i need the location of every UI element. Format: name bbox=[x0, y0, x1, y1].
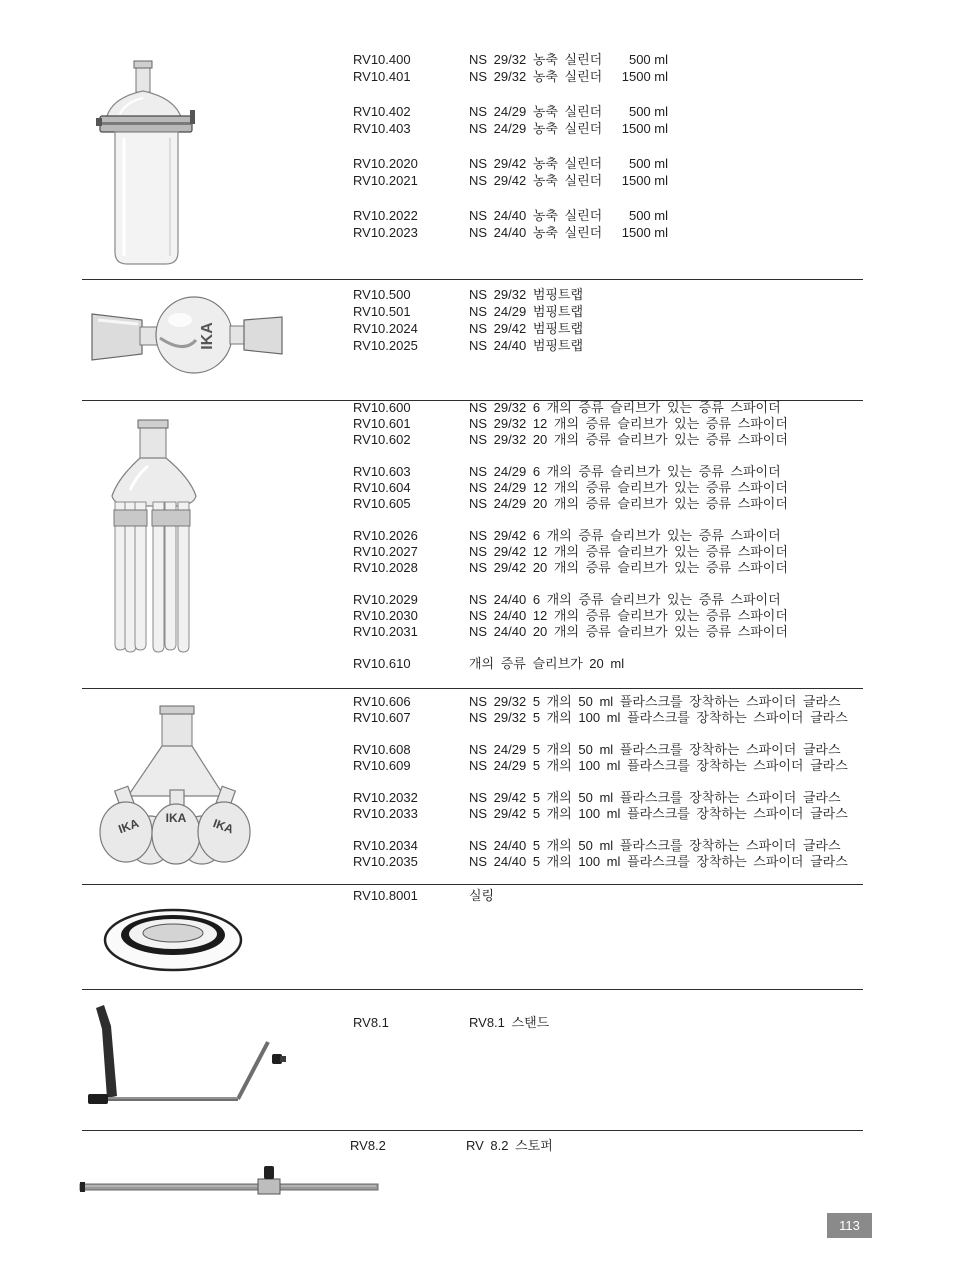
catalog-number: RV10.600 bbox=[353, 400, 411, 415]
product-description: NS 24/40 농축 실린더 bbox=[469, 208, 603, 223]
product-description: NS 24/40 20 개의 증류 슬리브가 있는 증류 스파이더 bbox=[469, 624, 788, 639]
product-volume: 500 ml bbox=[628, 104, 668, 119]
bumping-trap-image bbox=[84, 290, 288, 390]
product-description: NS 24/29 농축 실린더 bbox=[469, 104, 603, 119]
product-description: NS 29/42 6 개의 증류 슬리브가 있는 증류 스파이더 bbox=[469, 528, 781, 543]
catalog-number: RV10.2030 bbox=[353, 608, 418, 623]
catalog-number: RV10.2034 bbox=[353, 838, 418, 853]
product-description: NS 29/42 12 개의 증류 슬리브가 있는 증류 스파이더 bbox=[469, 544, 788, 559]
section-divider bbox=[82, 279, 863, 280]
product-description: NS 29/32 20 개의 증류 슬리브가 있는 증류 스파이더 bbox=[469, 432, 788, 447]
product-description: NS 29/32 5 개의 50 ml 플라스크를 장착하는 스파이더 글라스 bbox=[469, 694, 841, 709]
product-description: 개의 증류 슬리브가 20 ml bbox=[469, 656, 625, 671]
product-description: NS 24/40 6 개의 증류 슬리브가 있는 증류 스파이더 bbox=[469, 592, 781, 607]
catalog-number: RV10.2026 bbox=[353, 528, 418, 543]
stopper-list bbox=[0, 1137, 954, 1154]
product-description: NS 24/40 5 개의 50 ml 플라스크를 장착하는 스파이더 글라스 bbox=[469, 838, 841, 853]
product-description: 실링 bbox=[469, 888, 495, 903]
catalog-number: RV10.606 bbox=[353, 694, 411, 709]
catalog-number: RV10.2033 bbox=[353, 806, 418, 821]
catalog-number: RV10.2024 bbox=[353, 321, 418, 336]
product-group bbox=[0, 887, 954, 904]
catalog-number: RV10.2021 bbox=[353, 173, 418, 188]
ika-logo-text: IKA bbox=[211, 816, 236, 837]
catalog-number: RV10.604 bbox=[353, 480, 411, 495]
section-divider bbox=[82, 884, 863, 885]
product-description: NS 29/42 5 개의 100 ml 플라스크를 장착하는 스파이더 글라스 bbox=[469, 806, 848, 821]
ika-logo-text: IKA bbox=[199, 322, 217, 350]
product-description: NS 29/42 농축 실린더 bbox=[469, 156, 603, 171]
sealing-ring-image bbox=[102, 904, 244, 974]
product-volume: 500 ml bbox=[628, 208, 668, 223]
catalog-number: RV10.610 bbox=[353, 656, 411, 671]
ika-logo-text: IKA bbox=[165, 811, 187, 825]
section-divider bbox=[82, 1130, 863, 1131]
catalog-number: RV10.605 bbox=[353, 496, 411, 511]
product-description: NS 24/29 6 개의 증류 슬리브가 있는 증류 스파이더 bbox=[469, 464, 781, 479]
product-description: NS 29/32 6 개의 증류 슬리브가 있는 증류 스파이더 bbox=[469, 400, 781, 415]
product-row bbox=[0, 887, 954, 904]
product-description: RV 8.2 스토퍼 bbox=[466, 1138, 553, 1153]
product-description: NS 24/40 12 개의 증류 슬리브가 있는 증류 스파이더 bbox=[469, 608, 788, 623]
page-number: 113 bbox=[827, 1213, 872, 1238]
product-volume: 500 ml bbox=[628, 156, 668, 171]
catalog-number: RV10.400 bbox=[353, 52, 411, 67]
catalog-number: RV10.2029 bbox=[353, 592, 418, 607]
product-description: NS 24/40 농축 실린더 bbox=[469, 225, 603, 240]
product-description: NS 29/32 12 개의 증류 슬리브가 있는 증류 스파이더 bbox=[469, 416, 788, 431]
product-description: NS 29/42 20 개의 증류 슬리브가 있는 증류 스파이더 bbox=[469, 560, 788, 575]
product-volume: 500 ml bbox=[628, 52, 668, 67]
catalog-number: RV10.603 bbox=[353, 464, 411, 479]
catalog-number: RV10.2031 bbox=[353, 624, 418, 639]
catalog-number: RV10.601 bbox=[353, 416, 411, 431]
product-row bbox=[0, 1137, 954, 1154]
product-description: RV8.1 스탠드 bbox=[469, 1015, 550, 1030]
product-description: NS 24/29 20 개의 증류 슬리브가 있는 증류 스파이더 bbox=[469, 496, 788, 511]
catalog-number: RV10.2025 bbox=[353, 338, 418, 353]
ika-logo-text: IKA bbox=[116, 816, 141, 837]
spider-glass-flask-image bbox=[98, 704, 254, 868]
product-description: NS 24/29 농축 실린더 bbox=[469, 121, 603, 136]
product-description: NS 24/29 5 개의 100 ml 플라스크를 장착하는 스파이더 글라스 bbox=[469, 758, 848, 773]
catalog-number: RV10.2035 bbox=[353, 854, 418, 869]
catalog-number: RV10.501 bbox=[353, 304, 411, 319]
condenser-cylinder-image bbox=[96, 58, 196, 268]
product-description: NS 29/32 5 개의 100 ml 플라스크를 장착하는 스파이더 글라스 bbox=[469, 710, 848, 725]
product-description: NS 29/42 5 개의 50 ml 플라스크를 장착하는 스파이더 글라스 bbox=[469, 790, 841, 805]
stopper-image bbox=[78, 1162, 382, 1198]
stand-image bbox=[84, 1002, 294, 1112]
product-description: NS 29/32 범핑트랩 bbox=[469, 287, 584, 302]
product-description: NS 24/40 범핑트랩 bbox=[469, 338, 584, 353]
catalog-number: RV10.609 bbox=[353, 758, 411, 773]
product-volume: 1500 ml bbox=[621, 173, 668, 188]
product-row bbox=[0, 400, 954, 416]
product-description: NS 24/29 5 개의 50 ml 플라스크를 장착하는 스파이더 글라스 bbox=[469, 742, 841, 757]
catalog-number: RV10.602 bbox=[353, 432, 411, 447]
sealing-ring-list bbox=[0, 887, 954, 904]
catalog-number: RV10.2022 bbox=[353, 208, 418, 223]
product-group bbox=[0, 1137, 954, 1154]
catalog-number: RV10.8001 bbox=[353, 888, 418, 903]
catalog-number: RV10.2028 bbox=[353, 560, 418, 575]
product-description: NS 24/40 5 개의 100 ml 플라스크를 장착하는 스파이더 글라스 bbox=[469, 854, 848, 869]
catalog-number: RV10.402 bbox=[353, 104, 411, 119]
product-volume: 1500 ml bbox=[621, 225, 668, 240]
product-description: NS 24/29 범핑트랩 bbox=[469, 304, 584, 319]
catalog-number: RV8.1 bbox=[353, 1015, 389, 1030]
catalog-number: RV10.401 bbox=[353, 69, 411, 84]
product-description: NS 29/42 범핑트랩 bbox=[469, 321, 584, 336]
product-description: NS 24/29 12 개의 증류 슬리브가 있는 증류 스파이더 bbox=[469, 480, 788, 495]
catalog-number: RV10.2023 bbox=[353, 225, 418, 240]
section-divider bbox=[82, 989, 863, 990]
catalog-number: RV10.403 bbox=[353, 121, 411, 136]
section-divider bbox=[82, 688, 863, 689]
product-description: NS 29/42 농축 실린더 bbox=[469, 173, 603, 188]
product-description: NS 29/32 농축 실린더 bbox=[469, 69, 603, 84]
catalog-number: RV10.500 bbox=[353, 287, 411, 302]
product-row bbox=[0, 656, 954, 672]
catalog-number: RV10.608 bbox=[353, 742, 411, 757]
catalog-number: RV10.2032 bbox=[353, 790, 418, 805]
catalog-number: RV10.2020 bbox=[353, 156, 418, 171]
product-volume: 1500 ml bbox=[621, 69, 668, 84]
distillation-spider-image bbox=[108, 418, 200, 654]
catalog-number: RV10.607 bbox=[353, 710, 411, 725]
product-volume: 1500 ml bbox=[621, 121, 668, 136]
catalog-number: RV8.2 bbox=[350, 1138, 386, 1153]
product-description: NS 29/32 농축 실린더 bbox=[469, 52, 603, 67]
catalog-number: RV10.2027 bbox=[353, 544, 418, 559]
product-group bbox=[0, 656, 954, 672]
